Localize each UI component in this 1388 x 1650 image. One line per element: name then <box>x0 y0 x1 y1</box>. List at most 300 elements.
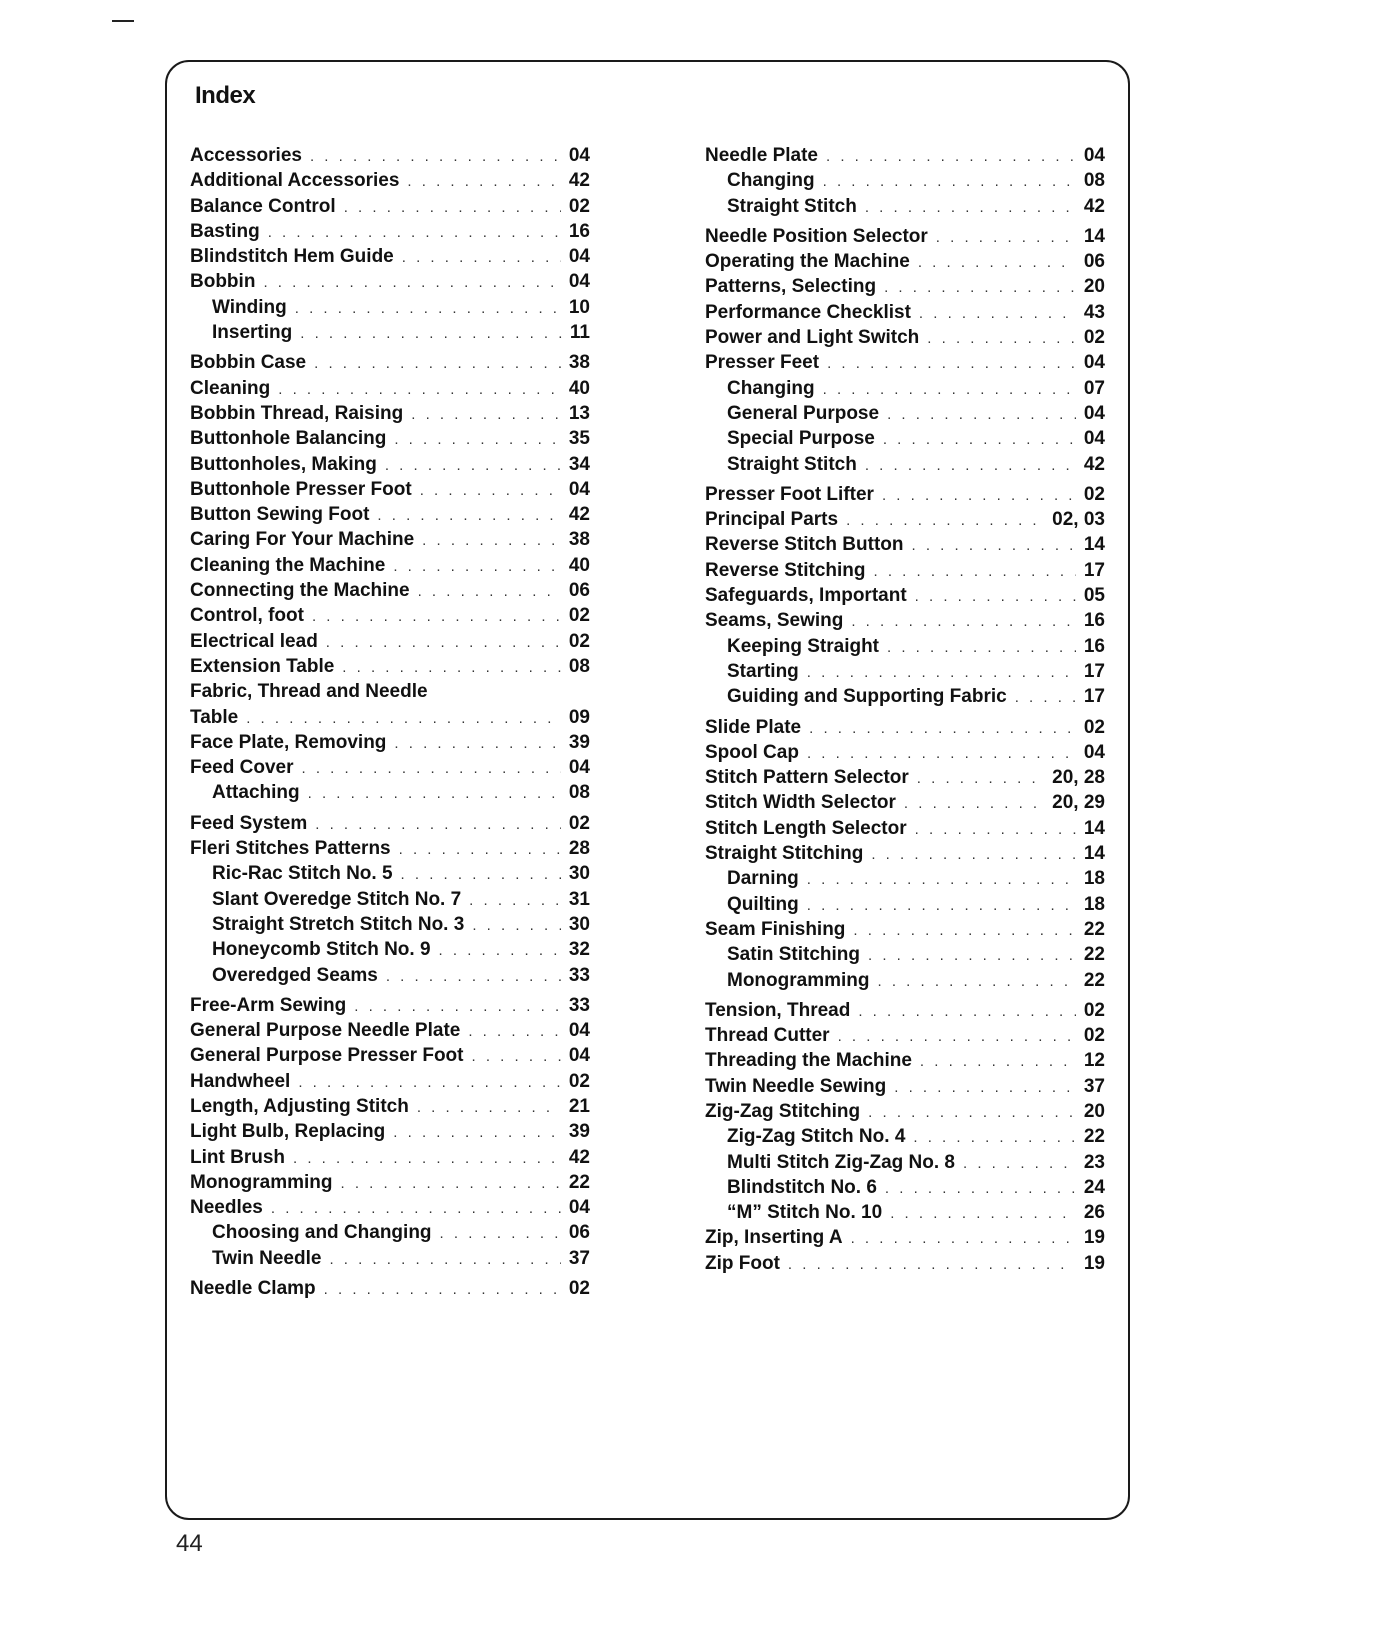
dot-leader <box>904 791 1044 816</box>
index-page-ref: 21 <box>568 1095 590 1117</box>
dot-leader <box>394 731 560 756</box>
index-entry <box>190 320 590 345</box>
index-entry <box>190 1220 590 1245</box>
dot-leader <box>326 630 561 655</box>
index-page-ref: 14 <box>1083 817 1105 839</box>
index-entry <box>705 350 1105 375</box>
index-page-ref: 06 <box>568 1222 590 1244</box>
index-page-ref: 33 <box>568 994 590 1016</box>
index-page-ref: 43 <box>1083 301 1105 323</box>
dot-leader <box>393 1120 561 1145</box>
index-term: Quilting <box>727 893 799 915</box>
index-entry <box>190 1094 590 1119</box>
index-term: Blindstitch No. 6 <box>727 1176 877 1198</box>
index-entry <box>705 401 1105 426</box>
index-page-ref: 30 <box>568 863 590 885</box>
dot-leader <box>354 994 561 1019</box>
index-entry <box>705 841 1105 866</box>
index-page-ref: 16 <box>1083 610 1105 632</box>
index-term: Changing <box>727 170 815 192</box>
index-entry <box>190 730 590 755</box>
index-page-ref: 02 <box>568 1070 590 1092</box>
dot-leader <box>788 1252 1076 1277</box>
index-entry <box>705 892 1105 917</box>
dot-leader <box>342 655 561 680</box>
dot-leader <box>871 842 1076 867</box>
index-entry <box>190 269 590 294</box>
dot-leader <box>853 918 1075 943</box>
index-term: Slant Overedge Stitch No. 7 <box>212 888 462 910</box>
index-entry <box>705 1200 1105 1225</box>
index-page-ref: 04 <box>568 271 590 293</box>
index-entry <box>705 1150 1105 1175</box>
index-entry <box>190 143 590 168</box>
index-page-ref: 37 <box>568 1247 590 1269</box>
index-term: Zig-Zag Stitch No. 4 <box>727 1126 906 1148</box>
index-entry <box>190 836 590 861</box>
index-page-ref: 04 <box>568 1045 590 1067</box>
index-term: Stitch Length Selector <box>705 817 907 839</box>
index-term: Threading the Machine <box>705 1050 912 1072</box>
index-page-ref: 02 <box>1083 1025 1105 1047</box>
dot-leader <box>878 969 1076 994</box>
dot-leader <box>263 270 560 295</box>
dot-leader <box>268 220 561 245</box>
index-term: Length, Adjusting Stitch <box>190 1095 409 1117</box>
index-term: Choosing and Changing <box>212 1222 432 1244</box>
index-term: Caring For Your Machine <box>190 529 415 551</box>
index-page-ref: 04 <box>568 1020 590 1042</box>
index-term: Winding <box>212 296 287 318</box>
index-entry <box>705 274 1105 299</box>
index-term: Lint Brush <box>190 1146 285 1168</box>
index-page-ref: 32 <box>568 939 590 961</box>
index-page-ref: 40 <box>568 554 590 576</box>
dot-leader <box>385 453 561 478</box>
index-page-ref: 08 <box>568 782 590 804</box>
index-column-right <box>705 143 1105 1276</box>
index-entry <box>705 532 1105 557</box>
dot-leader <box>868 1100 1076 1125</box>
index-term: Accessories <box>190 145 302 166</box>
index-page-ref: 17 <box>1083 686 1105 708</box>
index-page-ref: 16 <box>1083 635 1105 657</box>
index-term: Control, foot <box>190 605 304 627</box>
index-term: Principal Parts <box>705 509 839 531</box>
index-term: Starting <box>727 660 799 682</box>
index-term: Honeycomb Stitch No. 9 <box>212 939 431 961</box>
index-page-ref: 39 <box>568 1121 590 1143</box>
dot-leader <box>807 867 1076 892</box>
index-term: Feed System <box>190 812 308 834</box>
index-page-ref: 04 <box>1083 145 1105 166</box>
index-term: Presser Foot Lifter <box>705 483 874 505</box>
dot-leader <box>884 275 1076 300</box>
index-term: Cleaning the Machine <box>190 554 386 576</box>
index-entry <box>705 376 1105 401</box>
index-page-ref: 13 <box>568 402 590 424</box>
index-page-ref: 42 <box>568 504 590 526</box>
index-term: Stitch Width Selector <box>705 792 896 814</box>
index-page-ref: 02 <box>568 195 590 217</box>
index-page-ref: 16 <box>568 220 590 242</box>
index-page-ref: 30 <box>568 913 590 935</box>
index-page-ref: 02 <box>1083 483 1105 505</box>
dot-leader <box>807 741 1076 766</box>
index-entry <box>190 376 590 401</box>
index-page-ref: 09 <box>568 706 590 728</box>
index-term: Stitch Pattern Selector <box>705 767 909 789</box>
index-page-ref: 14 <box>1083 534 1105 556</box>
index-entry <box>705 325 1105 350</box>
index-entry <box>190 1145 590 1170</box>
index-term: General Purpose <box>727 402 880 424</box>
index-entry <box>705 1099 1105 1124</box>
index-term: Needle Plate <box>705 145 818 166</box>
index-page-ref: 04 <box>1083 428 1105 450</box>
index-term: Straight Stitching <box>705 843 864 865</box>
dot-leader <box>851 609 1076 634</box>
index-term: Slide Plate <box>705 716 802 738</box>
dot-leader <box>422 528 561 553</box>
index-page-ref: 04 <box>1083 402 1105 424</box>
index-term: Darning <box>727 868 799 890</box>
index-page-ref: 33 <box>568 964 590 986</box>
index-entry <box>705 1251 1105 1276</box>
index-entry <box>190 1195 590 1220</box>
index-entry <box>705 1074 1105 1099</box>
dot-leader <box>310 144 561 169</box>
index-term: Zip, Inserting A <box>705 1227 843 1249</box>
index-page-ref: 19 <box>1083 1227 1105 1249</box>
index-page-ref: 22 <box>568 1171 590 1193</box>
index-entry <box>705 998 1105 1023</box>
index-entry <box>190 705 590 730</box>
index-term: Bobbin Case <box>190 352 307 374</box>
dot-leader <box>846 508 1044 533</box>
dot-leader <box>278 377 561 402</box>
index-term: General Purpose Presser Foot <box>190 1045 464 1067</box>
index-page-ref: 20, 29 <box>1052 792 1105 814</box>
index-page-ref: 28 <box>568 838 590 860</box>
index-term: Needles <box>190 1197 263 1219</box>
index-column-left <box>190 143 590 1301</box>
dot-leader <box>865 195 1076 220</box>
index-entry <box>190 993 590 1018</box>
index-entry <box>705 765 1105 790</box>
dot-leader <box>407 169 560 194</box>
index-term: Light Bulb, Replacing <box>190 1121 386 1143</box>
index-term: Extension Table <box>190 655 335 677</box>
index-term: Feed Cover <box>190 757 294 779</box>
dot-leader <box>324 1277 561 1302</box>
index-term: Special Purpose <box>727 428 875 450</box>
index-entry <box>705 1023 1105 1048</box>
index-page-ref: 37 <box>1083 1075 1105 1097</box>
index-term: Spool Cap <box>705 741 799 763</box>
index-term: Reverse Stitching <box>705 559 866 581</box>
index-page-ref: 18 <box>1083 868 1105 890</box>
index-entry <box>190 963 590 988</box>
index-term: Performance Checklist <box>705 301 911 323</box>
index-term: Seams, Sewing <box>705 610 844 632</box>
dot-leader <box>469 888 561 913</box>
index-entry <box>190 401 590 426</box>
index-entry <box>190 654 590 679</box>
index-entry <box>190 811 590 836</box>
index-term: Patterns, Selecting <box>705 276 877 298</box>
dot-leader <box>344 195 561 220</box>
dot-leader <box>887 402 1076 427</box>
index-entry <box>190 755 590 780</box>
index-entry <box>190 553 590 578</box>
dot-leader <box>918 250 1076 275</box>
index-page-ref: 42 <box>568 1146 590 1168</box>
index-page-ref: 02 <box>568 1278 590 1300</box>
index-term: Safeguards, Important <box>705 585 907 607</box>
index-term: Fabric, Thread and Needle <box>190 681 428 703</box>
dot-leader <box>246 706 561 731</box>
dot-leader <box>887 635 1076 660</box>
dot-leader <box>865 453 1076 478</box>
dot-leader <box>807 660 1076 685</box>
index-page-ref: 08 <box>1083 170 1105 192</box>
index-page-ref: 02 <box>568 812 590 834</box>
index-page-ref: 22 <box>1083 1126 1105 1148</box>
page-title: Index <box>195 82 256 109</box>
index-term: Buttonhole Presser Foot <box>190 478 412 500</box>
dot-leader <box>271 1196 561 1221</box>
dot-leader <box>917 766 1044 791</box>
index-term: Button Sewing Foot <box>190 504 370 526</box>
index-entry <box>190 1276 590 1301</box>
index-page-ref: 06 <box>1083 251 1105 273</box>
index-page-ref: 06 <box>568 580 590 602</box>
index-term: Tension, Thread <box>705 999 851 1021</box>
dot-leader <box>417 1095 561 1120</box>
index-term: Seam Finishing <box>705 918 846 940</box>
index-page-ref: 04 <box>1083 741 1105 763</box>
index-entry <box>190 629 590 654</box>
index-term: Basting <box>190 220 260 242</box>
dot-leader <box>298 1070 561 1095</box>
index-term: Attaching <box>212 782 300 804</box>
dot-leader <box>936 225 1076 250</box>
dot-leader <box>919 301 1076 326</box>
index-entry <box>705 452 1105 477</box>
index-entry <box>190 861 590 886</box>
dot-leader <box>807 893 1076 918</box>
dot-leader <box>411 402 561 427</box>
index-entry <box>190 426 590 451</box>
index-term: Ric-Rac Stitch No. 5 <box>212 863 393 885</box>
index-entry <box>190 477 590 502</box>
dot-leader <box>894 1075 1076 1100</box>
index-page-ref: 38 <box>568 352 590 374</box>
index-term: Monogramming <box>727 969 870 991</box>
index-entry <box>705 224 1105 249</box>
index-page-ref: 18 <box>1083 893 1105 915</box>
index-entry <box>190 194 590 219</box>
index-page-ref: 17 <box>1083 559 1105 581</box>
index-entry <box>705 300 1105 325</box>
index-entry <box>190 244 590 269</box>
index-entry <box>190 1170 590 1195</box>
index-entry <box>190 780 590 805</box>
dot-leader <box>472 1044 561 1069</box>
index-entry <box>190 452 590 477</box>
index-page-ref: 04 <box>1083 352 1105 374</box>
dot-leader <box>913 1125 1075 1150</box>
index-page-ref: 12 <box>1083 1050 1105 1072</box>
index-term: Inserting <box>212 322 293 344</box>
index-entry <box>705 942 1105 967</box>
index-page-ref: 24 <box>1083 1176 1105 1198</box>
index-page-ref: 42 <box>1083 195 1105 217</box>
dot-leader <box>377 503 560 528</box>
index-term: Straight Stitch <box>727 453 857 475</box>
dot-leader <box>308 781 561 806</box>
dot-leader <box>301 756 560 781</box>
index-page-ref: 40 <box>568 377 590 399</box>
index-term: Buttonholes, Making <box>190 453 377 475</box>
index-page-ref: 05 <box>1083 585 1105 607</box>
index-page-ref: 04 <box>568 478 590 500</box>
index-term: Table <box>190 706 239 728</box>
index-entry <box>705 968 1105 993</box>
index-term: Overedged Seams <box>212 964 378 986</box>
index-entry <box>705 1175 1105 1200</box>
index-term: Electrical lead <box>190 630 318 652</box>
dot-leader <box>927 326 1076 351</box>
index-entry <box>705 659 1105 684</box>
index-page-ref: 22 <box>1083 944 1105 966</box>
index-page-ref: 17 <box>1083 660 1105 682</box>
dot-leader <box>402 245 561 270</box>
dot-leader <box>315 812 561 837</box>
index-term: Balance Control <box>190 195 336 217</box>
dot-leader <box>874 559 1076 584</box>
dot-leader <box>314 351 561 376</box>
dot-leader <box>915 817 1076 842</box>
index-page-ref: 31 <box>568 888 590 910</box>
dot-leader <box>858 999 1076 1024</box>
index-term: Bobbin Thread, Raising <box>190 402 404 424</box>
index-entry <box>190 1119 590 1144</box>
dot-leader <box>439 938 561 963</box>
index-term: “M” Stitch No. 10 <box>727 1202 883 1224</box>
dot-leader <box>341 1171 561 1196</box>
index-term: Twin Needle <box>212 1247 322 1269</box>
index-term: Needle Position Selector <box>705 225 928 247</box>
index-entry <box>190 350 590 375</box>
dot-leader <box>399 837 561 862</box>
dot-leader <box>386 964 561 989</box>
index-entry <box>705 866 1105 891</box>
index-entry <box>705 168 1105 193</box>
index-term: Buttonhole Balancing <box>190 428 387 450</box>
index-term: Monogramming <box>190 1171 333 1193</box>
index-entry <box>190 1043 590 1068</box>
index-term: Guiding and Supporting Fabric <box>727 686 1007 708</box>
index-term: Zig-Zag Stitching <box>705 1100 861 1122</box>
dot-leader <box>890 1201 1076 1226</box>
index-term: Keeping Straight <box>727 635 880 657</box>
index-entry <box>705 558 1105 583</box>
dot-leader <box>418 579 561 604</box>
index-entry <box>705 684 1105 709</box>
index-term: Thread Cutter <box>705 1025 830 1047</box>
index-entry <box>190 912 590 937</box>
index-entry <box>190 527 590 552</box>
index-page-ref: 04 <box>568 757 590 779</box>
index-entry <box>705 249 1105 274</box>
index-page-ref: 02 <box>1083 327 1105 349</box>
dot-leader <box>851 1226 1076 1251</box>
index-entry <box>705 426 1105 451</box>
dot-leader <box>420 478 561 503</box>
index-page-ref: 20 <box>1083 276 1105 298</box>
index-entry <box>190 937 590 962</box>
index-entry <box>705 917 1105 942</box>
index-entry <box>705 790 1105 815</box>
dot-leader <box>963 1151 1076 1176</box>
index-term: Face Plate, Removing <box>190 731 387 753</box>
index-page-ref: 20, 28 <box>1052 767 1105 789</box>
dot-leader <box>915 584 1076 609</box>
index-entry <box>190 502 590 527</box>
index-term: Cleaning <box>190 377 271 399</box>
index-entry <box>705 143 1105 168</box>
index-term: Zip Foot <box>705 1252 780 1274</box>
index-entry <box>190 679 590 704</box>
index-page-ref: 22 <box>1083 918 1105 940</box>
index-entry <box>705 816 1105 841</box>
index-term: Handwheel <box>190 1070 291 1092</box>
index-entry <box>705 482 1105 507</box>
dot-leader <box>393 554 561 579</box>
index-term: Changing <box>727 377 815 399</box>
index-entry <box>705 715 1105 740</box>
index-page-ref: 42 <box>568 170 590 192</box>
index-entry <box>190 168 590 193</box>
dot-leader <box>440 1221 561 1246</box>
index-page-ref: 14 <box>1083 843 1105 865</box>
index-page-ref: 34 <box>568 453 590 475</box>
index-entry <box>190 295 590 320</box>
index-term: Blindstitch Hem Guide <box>190 246 394 268</box>
index-page-ref: 02 <box>568 630 590 652</box>
dot-leader <box>868 943 1076 968</box>
index-page-ref: 07 <box>1083 377 1105 399</box>
index-entry <box>190 603 590 628</box>
index-page-ref: 35 <box>568 428 590 450</box>
dot-leader <box>823 377 1076 402</box>
index-entry <box>705 1124 1105 1149</box>
index-entry <box>705 507 1105 532</box>
dot-leader <box>885 1176 1076 1201</box>
index-page-ref: 10 <box>568 296 590 318</box>
dot-leader <box>312 604 561 629</box>
index-entry <box>705 194 1105 219</box>
index-page-ref: 20 <box>1083 1100 1105 1122</box>
index-entry <box>190 887 590 912</box>
dot-leader <box>472 913 561 938</box>
index-term: Multi Stitch Zig-Zag No. 8 <box>727 1151 955 1173</box>
dot-leader <box>883 427 1076 452</box>
index-page-ref: 38 <box>568 529 590 551</box>
dot-leader <box>882 483 1076 508</box>
